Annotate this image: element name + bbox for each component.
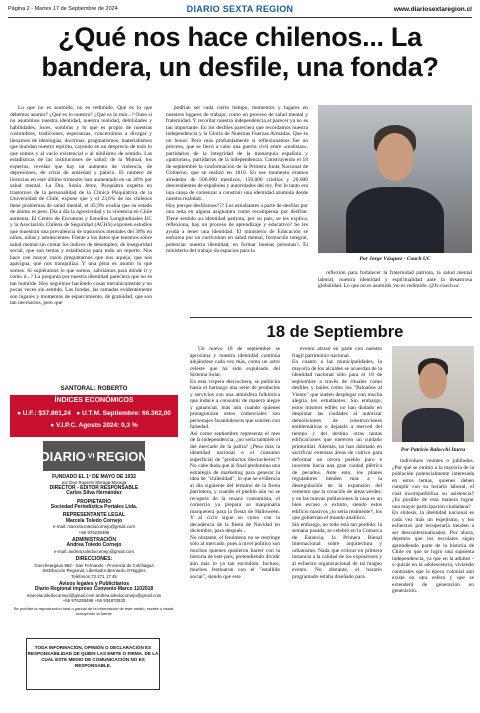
responsibility-notice: TODA INFORMACIÓN, OPINIÓN O DECLARACIÓN ES RESPONSABILIDAD DE QUIEN LAS EMITE O FIRMA. DE LA CUAL ESTE MEDIO DE COMUNICACIÓN NO ES RESPONSABLE. — [26, 638, 160, 690]
addresses-label: DIRECCIONES: — [75, 556, 113, 563]
photo-face — [376, 133, 414, 181]
newspaper-masthead — [40, 441, 148, 471]
author-photo-patricio — [392, 346, 474, 442]
photo-body — [346, 187, 444, 253]
article2-col3-text: individuos ceuntes o jubilados. ¿Por qué se omitió a la mayoría de la población potencialmente interesada en estos temas, quienes deben cumplir con su horario laboral, el cual incompatibiliza su asistencia? ¿Es posible de esta manera lograr una mayor participación ciudadana? En síntesis, la identidad nacional es cada vez más un espejismo, y los esfuerzos por recuperarla tienden a ser descontextualizados. Por ahora, dejemos que los escolares sigan aprendiendo parte de la historia de Chile en que se logró una supuesta independencia, ya que en la adultez -o quizás en la adolescencia, viviendo contrastes que la época colonial aún existe en otra esfera y que se extenderá de generación en generación. — [392, 458, 474, 594]
director-name: Carlos Silva Hernández — [66, 490, 122, 497]
owner-label: PROPIETARIO — [76, 498, 112, 505]
uf-value: ● U.F.: $37.861,24 — [17, 410, 71, 417]
legal-name: Marcela Toledo Cornejo — [65, 517, 123, 524]
founded-line: FUNDADO EL 1º DE MAYO DE 1932 — [52, 474, 136, 480]
article1-col1-text: Lo que no es asumido, no es redimido. Qué es lo que debemos asumir? ¿Qué es lo nuestro? ¿Qué es lo mío...? Ouso si no asumimos nuestra identidad, nuestra realidad, debilidades y habilidades, luces, sombras y lo que es propio de nuestras costumbres, tradiciones, esperanzas, concernimos a divagar y llenarnos de ideologías, doctrinas, pragmatismos, materialismos que inundan nuestro espíritu, cayendo en un desprecio de todo lo que somos y al vacío existencial o al nihilismo de sentido. Las estadísticas de las instituciones de salud, de la Mutual, los expertos, revelan que hay un aumento de violencia, de depresiones, de crisis de ansiedad y pánico. El número de licencias en este último trimestre han aumentado en un 40% por salud mental. La Dra. Sonia Jerez, Psiquiatra experta en trastornos de la personalidad de la Clínica Psiquiátrica de la Universidad de Chile, expone que y el 23,6% de los chilenos tiene problemas de salud mental, el 45,9% evalúa que su estado de ánimo es peor. Día a día la agresividad y la violencia en Chile aumenta. El Centro de Encuestas y Estudios Longitudinales UC y la Asociación Chilena de Seguridad (ACHS) exponen estudios que muestran una prevalencia de trastornos mentales del 38% en niños, niñas y adolescentes. Frente a los datos que tenemos sobre salud mental sin contar los índices de desempleo, de inseguridad social, que son temas y estadísticas para todo un reporte. Nos hace con mayor razón preguntarnos que nos aqueja, que nos apacigua, que nos tranquiliza. Y una pista es asumir lo que somos. Si supiéramos lo que somos, sabríamos para dónde ir y como ir...? La pregunta por nuestra identidad pareciera que no es tan humilde. Hoy seguimos haciendo cosas mecánicamente y no pocas veces sin sentido. Las fondas, las ramadas evidentemente son lugares y momentos de esparcimiento, de gratuidad, que son tan necesarios, pero que — [10, 105, 152, 306]
page-date: Página 2 - Martes 17 de Septiembre de 2024 — [8, 6, 118, 12]
masthead-word-2: VI — [87, 452, 95, 460]
article2-col2-text: evento atrasó en parte con nuestro frágil patrimonio nacional. En cuanto a las municipalidades, la mayoría de los alcaldes se acuerdan de la identidad nacional sólo para el 18 de septiembre a través de rituales como desfiles y bailes como los "Paloaños al Viento" que suelen desplegar con mucha alegría los estudiantes. Sin embargo, estos mismos ediles no han dudado en despintar las ciudades al autorizar demoliciones de construcciones emblemáticas o dejando a merced del tiempo y del destino otras tantas edificaciones que merecen un cuidado primordial. Además, no han dubitado en sacrificar extensas áreas de cultivo para deformar un otrora pueblo puro e inocente hacia una gran ciudad plétrica de pecados. Ante esto, los planes reguladores tienden más a la desregulación de la expansión del cemento que la creación de áreas verdes; y en las nuevas poblaciones la casa es un bien escaso o extinto, siendo estos edificio masivos ¿lo sería realmente?, los que gobiernan el mundo analítico. Sin embargo, no todo está tan perdido: la semana pasada, se celebró en la Comarca de Estancia, la Primera Bienal Internacional sobre arquitectura y urbanismo. Nada que criticar en primera instancia a la calidad de los expositores y al esfuerzo organizacional de tal magno evento. No obstante, el horario programado estaba diseñado para — [292, 346, 382, 580]
owner-name: Sociedad Periodística Portales Ltda. — [50, 504, 138, 511]
admin-label: ADMINISTRACIÓN — [72, 537, 116, 544]
article2-title: 18 de Septiembre — [266, 323, 404, 341]
masthead-word-3: REGION — [96, 448, 148, 464]
admin-name: Andrea Toledo Cornejo — [66, 542, 122, 549]
photo-body — [402, 408, 464, 442]
founder-line: por Don Ruperto Moraga Moraga — [61, 480, 127, 486]
print-line: Diario Regional impreso Convenio Marco 1102018 — [34, 586, 154, 593]
legal-phone: +56 976235496 — [78, 529, 110, 535]
article2-column-1 — [190, 346, 280, 580]
santoral: SANTORAL: ROBERTO — [60, 386, 128, 392]
economic-indices-box — [10, 395, 178, 437]
article2-col1-text: Un nuevo 18 de septiembre se aproxima y nuestra identidad continúa alejándose cada vez más, como un astro celeste que ha sido expulsado del Sistema Solar. En esta víspera dieciochera, se publicita hasta el hartazgo una serie de productos y servicios con una atmósfera folklórica que induce a consumir de manera alegre y ganancial, más aún cuando quienes protagonizan estos comerciales son personajes farandulescos que sonríen con falsedad. Así como septiembre representa el mes de la independencia, ¿no sería también el del mercado de la patria? ¿Pesa más la identidad nacional o el consumo superficial de "productos dieciocheros"? No cabe duda que al final predomina una estrategia de marketing para generar la idea de "chilenidad", lo que se evidencia al día siguiente del término de la fiesta patriotera, y cuando el pueblo aún no se recupera de la resaca consumista, el comercio ya prepara su maquinaria marquetera para la fiesta de Halloween. Y al ciclo sigue su curso con la decadencia de la fiesta de Navidad en diciembre, para después... No obstante, el fenómeno no se restringe sólo al mercado, pues a nivel político son muchos quienes quisieron barrer con la historia de este país, pretendiendo dividir aún más lo ya tan escindido. Incluso, muchos festinaron con el "estallido social", siendo que este — [190, 346, 281, 580]
article2-column-3 — [392, 458, 474, 595]
contact-phones: +56 976235496 +56 934870533 — [62, 598, 126, 604]
article1-column-2 — [166, 105, 308, 255]
indices-title: ÍNDICES ECONÓMICOS — [54, 397, 134, 404]
vipc-value: ● V.I.P.C. Agosto 2024: 0,3 % — [50, 422, 138, 429]
article1-col2-text: podrían ser cada cierto tiempo, momentos y lugares en nuestros lugares de trabajo, como un proceso de salud mental y fraternidad. Y recordar nuestra independencia al parecer ya no es tan importante. En los desfiles pareciera que recordamos nuestra independencia y la Gloria de Nuestras Fuerzas Armadas. Que es un honor. Pero más profundamente si reflexionamos fue un proceso, que se llevó a cabo una guerra civil entre «realistas», partidarios de la integridad de la monarquía española y «patriotas», partidarios de la independencia. Construyendo el 18 de septiembre la conformación de la Primera Junta Nacional de Gobierno, que se realizó en 1810. En ese momento éramos alrededor de 500.000 mestizos, 150.000 criollos y 20.000 descendientes de españoles y autoridades del rey. Por lo tanto era una causa de comenzar a construir una identidad azumida desde nuestra realidad. Hoy porque desfilamos??? Los estudiantes a parte de desfilar por una nota en alguna asignatura como recompensa por desfilar. Tiene sentido su identidad patriota, por su país, se les explica, reflexiona, hay un proceso de aprendizaje y educativo? Se les ayuda a tener una identidad. El ministerio de Educación se enfurrea por un currículum en salud mental, formación integral, potenciar nuestra identidad, en formar buenas personas?. El ministerio del trabajo da espacios para la — [166, 105, 308, 254]
phones-line: Teléfonos 72 271 17 45 — [71, 573, 117, 579]
address-line: Goecheargaus 952 - San Fernando - Provincia de Colchagua — [34, 562, 154, 568]
article1-col3-text: reflexión para fortalecer la fraternidad patriota, la salud mental laboral, nuestra identidad y espiritualidad ante la desastrosa globalidad. Lo que no es asumido, no es redimido. @Jv.coach.uc — [318, 270, 472, 289]
notices-label: Avisos legales y Publicitarios — [58, 580, 130, 587]
article2-column-2 — [292, 346, 382, 580]
article1-column-3 — [318, 270, 472, 290]
article1-headline: ¿Qué nos hace chilenos... La bandera, un desfile, una fonda? — [41, 22, 439, 82]
section-name: DIARIO SEXTA REGION — [186, 4, 294, 14]
distribution-line: Distribución Regional, Libertador Bernardo O'Higgins — [42, 568, 146, 574]
website-link[interactable]: www.diariosextaregion.cl — [393, 5, 472, 13]
masthead-word-1: DIARIO — [40, 448, 86, 464]
legal-label: REPRESENTANTE LEGAL — [62, 512, 126, 519]
legal-email[interactable]: e-mail: marcela.toledocornejo@gmail.com — [52, 524, 136, 530]
utm-value: ● U.T.M. Septiembre: 66.362,00 — [76, 410, 171, 417]
author-photo-jorge — [318, 105, 472, 253]
imprint-block — [10, 475, 178, 616]
indices-row-1 — [10, 410, 178, 417]
header-rule — [8, 17, 472, 18]
photo-face — [419, 363, 447, 399]
director-label: DIRECTOR - EDITOR RESPONSABLE — [49, 484, 139, 491]
article1-caption: Por Jorge Vásquez - Coach UC — [359, 256, 431, 262]
section-divider — [190, 317, 472, 318]
admin-email[interactable]: e-mail: andrea.toledocornejo@gmail.com — [53, 548, 135, 554]
contact-emails[interactable]: marcela.toledocornejo@gmail.com andrea.toledocornejo@gmail.com — [26, 592, 162, 598]
article1-column-1 — [10, 105, 152, 307]
article2-caption: Por Patricio Balocchi Iturra — [400, 447, 466, 453]
page-header — [8, 2, 472, 16]
disclaimer-small: Se prohíbe la reproducción total o parcial de la información de este medio, escrita o visual, incluyendo la fuente — [13, 605, 175, 616]
